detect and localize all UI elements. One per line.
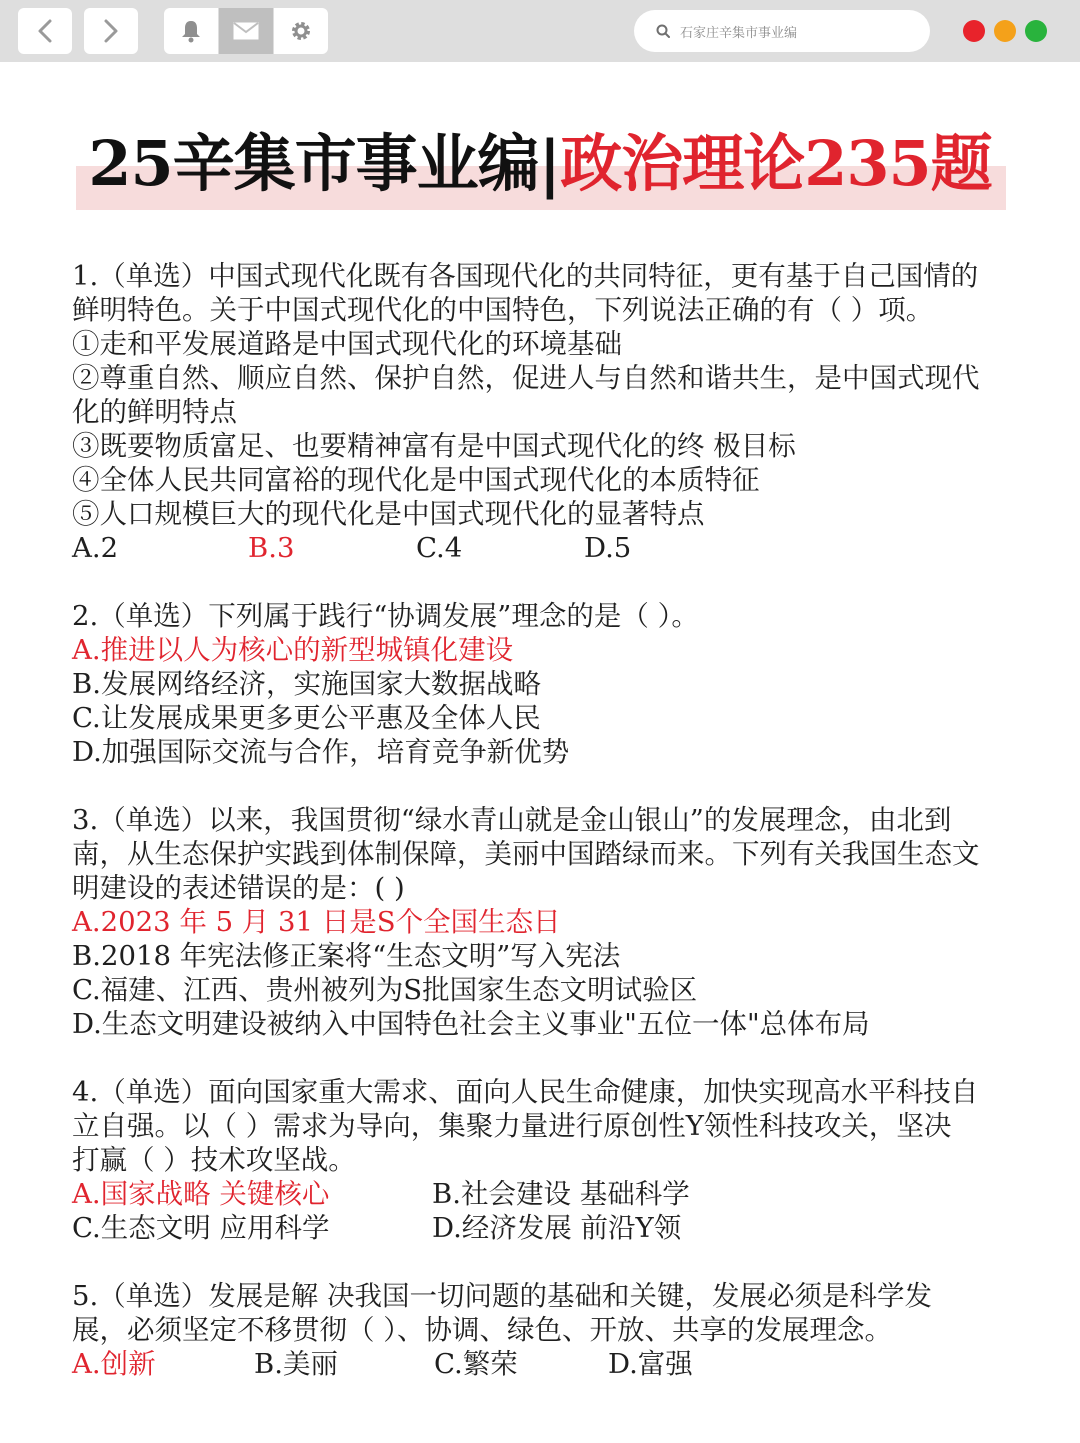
option-row — [72, 531, 1022, 565]
window-close-dot[interactable] — [963, 20, 985, 42]
statement-line: ⑤人口规模巨大的现代化是中国式现代化的显著特点 — [72, 498, 705, 530]
bell-icon — [180, 19, 202, 43]
question-stem-line: 3.（单选）以来，我国贯彻“绿水青山就是金山银山”的发展理念，由北到 — [72, 804, 952, 836]
search-icon — [656, 24, 670, 38]
option-d: D.经济发展 前沿Y领 — [432, 1212, 682, 1244]
question-stem-line: 5.（单选）发展是解 决我国一切问题的基础和关键，发展必须是科学发 — [72, 1280, 932, 1312]
statement-line: ③既要物质富足、也要精神富有是中国式现代化的终 极目标 — [72, 430, 796, 462]
option-c: C.生态文明 应用科学 — [72, 1212, 330, 1244]
option-b: B.美丽 — [254, 1348, 338, 1380]
option-d: D.加强国际交流与合作，培育竞争新优势 — [72, 736, 570, 768]
question-stem-line: 南，从生态保护实践到体制保障，美丽中国踏绿而来。下列有关我国生态文 — [72, 838, 980, 870]
statement-line: ②尊重自然、顺应自然、保护自然，促进人与自然和谐共生，是中国式现代 — [72, 362, 980, 394]
option-row — [72, 1177, 1022, 1211]
option-d: D.生态文明建设被纳入中国特色社会主义事业"五位一体"总体布局 — [72, 1008, 870, 1040]
option-c: C.繁荣 — [434, 1348, 518, 1380]
statement-line: ①走和平发展道路是中国式现代化的环境基础 — [72, 328, 622, 360]
search-input[interactable] — [634, 10, 930, 52]
settings-button[interactable] — [274, 8, 328, 54]
option-a-correct: A.推进以人为核心的新型城镇化建设 — [72, 634, 514, 666]
option-a-correct: A.创新 — [72, 1348, 156, 1380]
option-c: C.让发展成果更多更公平惠及全体人民 — [72, 702, 541, 734]
browser-toolbar — [0, 0, 1080, 62]
option-b-correct: B.3 — [248, 532, 295, 564]
option-b: B.2018 年宪法修正案将“生态文明”写入宪法 — [72, 940, 621, 972]
page-title — [0, 124, 1080, 204]
option-d: D.富强 — [608, 1348, 693, 1380]
search-text: 石家庄辛集市事业编 — [680, 25, 798, 41]
option-a-correct: A.国家战略 关键核心 — [72, 1178, 330, 1210]
option-d: D.5 — [584, 532, 632, 564]
option-a-correct: A.2023 年 5 月 31 日是S个全国生态日 — [72, 906, 561, 938]
gear-icon — [289, 19, 313, 43]
back-arrow-icon — [35, 18, 55, 44]
question-stem-line: 打赢（ ）技术攻坚战。 — [72, 1144, 356, 1176]
option-b: B.社会建设 基础科学 — [432, 1178, 690, 1210]
question-stem-line: 明建设的表述错误的是：( ) — [72, 872, 405, 904]
statement-line: ④全体人民共同富裕的现代化是中国式现代化的本质特征 — [72, 464, 760, 496]
option-b: B.发展网络经济，实施国家大数据战略 — [72, 668, 541, 700]
statement-line: 化的鲜明特点 — [72, 396, 237, 428]
forward-arrow-icon — [101, 18, 121, 44]
question-stem-line: 2.（单选）下列属于践行“协调发展”理念的是（ ）。 — [72, 600, 699, 632]
question-3 — [72, 803, 1022, 1041]
question-1 — [72, 259, 1022, 565]
notifications-button[interactable] — [164, 8, 218, 54]
question-stem-line: 1.（单选）中国式现代化既有各国现代化的共同特征，更有基于自己国情的 — [72, 260, 979, 292]
question-5 — [72, 1279, 1022, 1381]
question-list — [72, 259, 1022, 1415]
window-maximize-dot[interactable] — [1025, 20, 1047, 42]
question-stem-line: 鲜明特色。关于中国式现代化的中国特色，下列说法正确的有（ ）项。 — [72, 294, 934, 326]
question-2 — [72, 599, 1022, 769]
question-4 — [72, 1075, 1022, 1245]
question-stem-line: 立自强。以（ ）需求为导向，集聚力量进行原创性Y领性科技攻关，坚决 — [72, 1110, 952, 1142]
title-part-red: 政治理论235题 — [560, 127, 992, 200]
forward-button[interactable] — [84, 8, 138, 54]
question-stem-line: 4.（单选）面向国家重大需求、面向人民生命健康，加快实现高水平科技自 — [72, 1076, 979, 1108]
option-a: A.2 — [72, 532, 119, 564]
back-button[interactable] — [18, 8, 72, 54]
mail-button[interactable] — [219, 8, 273, 54]
option-c: C.福建、江西、贵州被列为S批国家生态文明试验区 — [72, 974, 698, 1006]
option-c: C.4 — [416, 532, 463, 564]
option-row — [72, 1347, 1022, 1381]
question-stem-line: 展，必须坚定不移贯彻（ ）、协调、绿色、开放、共享的发展理念。 — [72, 1314, 892, 1346]
title-part-black: 25辛集市事业编| — [88, 127, 561, 200]
window-minimize-dot[interactable] — [994, 20, 1016, 42]
option-row — [72, 1211, 1022, 1245]
mail-icon — [233, 22, 259, 40]
